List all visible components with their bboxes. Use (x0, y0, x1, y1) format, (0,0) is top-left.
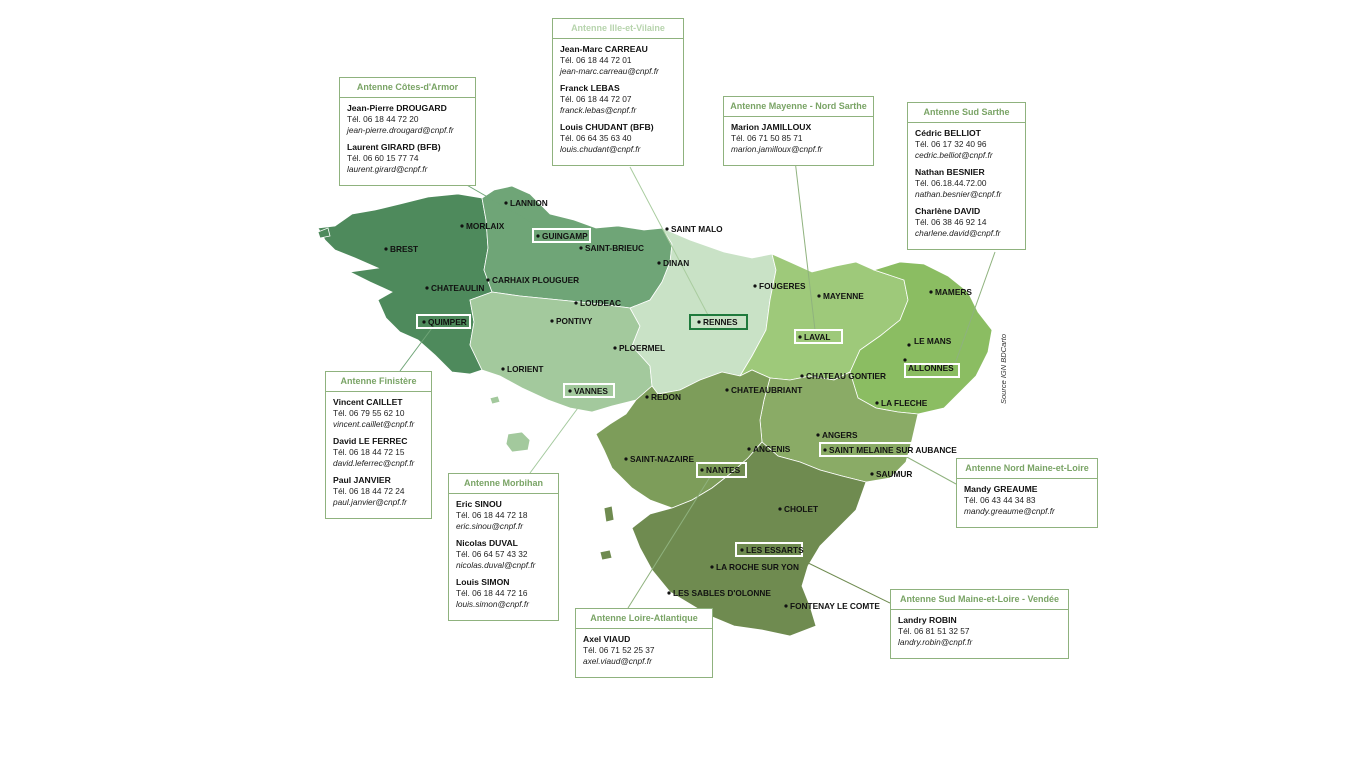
antenna-sud-sarthe (907, 102, 1026, 250)
city-label-brest: BREST (390, 244, 419, 254)
city-label-la-fleche: LA FLECHE (881, 398, 928, 408)
contact-phone: Tél. 06 60 15 77 74 (347, 153, 419, 163)
city-label-mamers: MAMERS (935, 287, 972, 297)
contact-name: Jean-Marc CARREAU (560, 44, 648, 54)
city-label-angers: ANGERS (822, 430, 858, 440)
contact-list (576, 629, 712, 677)
contact-entry (560, 44, 676, 77)
contact-list (724, 117, 873, 165)
city-label-loudeac: LOUDEAC (580, 298, 622, 308)
contact-entry (560, 83, 676, 116)
antenna-mayenne-nord-sarthe (723, 96, 874, 166)
city-label-chateaubriant: CHATEAUBRIANT (731, 385, 803, 395)
city-label-fontenay-le-comte: FONTENAY LE COMTE (790, 601, 880, 611)
city-dot-quimper (422, 320, 425, 323)
antenna-title: Antenne Finistère (326, 372, 431, 392)
contact-email: nicolas.duval@cnpf.fr (456, 560, 536, 570)
contact-entry (915, 167, 1018, 200)
contact-phone: Tél. 06 17 32 40 96 (915, 139, 987, 149)
contact-name: Landry ROBIN (898, 615, 957, 625)
city-label-pontivy: PONTIVY (556, 316, 593, 326)
contact-name: Vincent CAILLET (333, 397, 403, 407)
contact-name: Jean-Pierre DROUGARD (347, 103, 447, 113)
island-yeu (600, 550, 612, 560)
city-dot-lorient (501, 367, 504, 370)
city-dot-la-roche-sur-yon (710, 565, 713, 568)
contact-entry (347, 142, 468, 175)
antenna-ille-vilaine (552, 18, 684, 166)
contact-phone: Tél. 06 79 55 62 10 (333, 408, 405, 418)
contact-entry (333, 397, 424, 430)
city-label-nantes: NANTES (706, 465, 741, 475)
city-dot-chateaubriant (725, 388, 728, 391)
contact-phone: Tél. 06 18 44 72 15 (333, 447, 405, 457)
contact-email: charlene.david@cnpf.fr (915, 228, 1001, 238)
city-dot-chateaulin (425, 286, 428, 289)
city-label-morlaix: MORLAIX (466, 221, 505, 231)
city-label-saumur: SAUMUR (876, 469, 913, 479)
contact-name: Louis CHUDANT (BFB) (560, 122, 654, 132)
contact-phone: Tél. 06 18 44 72 07 (560, 94, 632, 104)
city-dot-les-essarts (740, 548, 743, 551)
contact-entry (964, 484, 1090, 517)
city-dot-saint-malo (665, 227, 668, 230)
contact-phone: Tél. 06 18 44 72 16 (456, 588, 528, 598)
source-note: Source IGN BDCarto (999, 333, 1008, 404)
city-dot-la-fleche (875, 401, 878, 404)
city-label-laval: LAVAL (804, 332, 831, 342)
contact-name: Mandy GREAUME (964, 484, 1038, 494)
antenna-morbihan (448, 473, 559, 621)
contact-name: Paul JANVIER (333, 475, 391, 485)
contact-entry (347, 103, 468, 136)
contact-name: David LE FERREC (333, 436, 408, 446)
city-dot-lannion (504, 201, 507, 204)
city-dot-dinan (657, 261, 660, 264)
antenna-title: Antenne Ille-et-Vilaine (553, 19, 683, 39)
contact-entry (456, 499, 551, 532)
city-label-les-sables-d-olonne: LES SABLES D'OLONNE (673, 588, 771, 598)
city-dot-ploermel (613, 346, 616, 349)
city-label-la-roche-sur-yon: LA ROCHE SUR YON (716, 562, 799, 572)
contact-email: paul.janvier@cnpf.fr (333, 497, 407, 507)
island-belle-ile (506, 432, 530, 452)
contact-phone: Tél. 06 71 52 25 37 (583, 645, 655, 655)
city-dot-saint-melaine-sur-aubance (823, 448, 826, 451)
city-dot-allonnes (903, 358, 906, 361)
city-label-redon: REDON (651, 392, 681, 402)
contact-name: Marion JAMILLOUX (731, 122, 812, 132)
contact-email: louis.simon@cnpf.fr (456, 599, 529, 609)
contact-entry (915, 128, 1018, 161)
city-label-vannes: VANNES (574, 386, 608, 396)
city-dot-angers (816, 433, 819, 436)
contact-name: Nicolas DUVAL (456, 538, 518, 548)
contact-phone: Tél. 06 18 44 72 20 (347, 114, 419, 124)
city-label-saint-melaine-sur-aubance: SAINT MELAINE SUR AUBANCE (829, 445, 957, 455)
contact-email: axel.viaud@cnpf.fr (583, 656, 652, 666)
city-dot-saint-nazaire (624, 457, 627, 460)
antenna-title: Antenne Sud Maine-et-Loire - Vendée (891, 590, 1068, 610)
antenna-cotes-armor (339, 77, 476, 186)
city-dot-mayenne (817, 294, 820, 297)
contact-email: nathan.besnier@cnpf.fr (915, 189, 1002, 199)
city-dot-les-sables-d-olonne (667, 591, 670, 594)
city-label-allonnes: ALLONNES (908, 363, 954, 373)
city-dot-fontenay-le-comte (784, 604, 787, 607)
contact-email: landry.robin@cnpf.fr (898, 637, 973, 647)
contact-email: mandy.greaume@cnpf.fr (964, 506, 1055, 516)
contact-email: franck.lebas@cnpf.fr (560, 105, 637, 115)
island-noirmoutier (604, 506, 614, 522)
city-label-saint-malo: SAINT MALO (671, 224, 723, 234)
antenna-loire-atlantique (575, 608, 713, 678)
antenna-title: Antenne Loire-Atlantique (576, 609, 712, 629)
city-label-lannion: LANNION (510, 198, 548, 208)
city-label-quimper: QUIMPER (428, 317, 467, 327)
city-label-le-mans: LE MANS (914, 336, 952, 346)
contact-entry (333, 436, 424, 469)
city-dot-carhaix-plouguer (486, 278, 489, 281)
antenna-title: Antenne Morbihan (449, 474, 558, 494)
city-dot-guingamp (536, 234, 539, 237)
contact-entry (456, 538, 551, 571)
contact-phone: Tél. 06 18 44 72 01 (560, 55, 632, 65)
contact-email: marion.jamilloux@cnpf.fr (731, 144, 823, 154)
island-groix (490, 396, 500, 404)
city-dot-nantes (700, 468, 703, 471)
city-label-guingamp: GUINGAMP (542, 231, 588, 241)
contact-entry (333, 475, 424, 508)
city-dot-le-mans (907, 343, 910, 346)
city-dot-fougeres (753, 284, 756, 287)
contact-email: vincent.caillet@cnpf.fr (333, 419, 415, 429)
contact-email: david.leferrec@cnpf.fr (333, 458, 415, 468)
contact-name: Cédric BELLIOT (915, 128, 981, 138)
contact-phone: Tél. 06.18.44.72.00 (915, 178, 987, 188)
city-dot-redon (645, 395, 648, 398)
city-dot-loudeac (574, 301, 577, 304)
contact-list (340, 98, 475, 185)
city-dot-mamers (929, 290, 932, 293)
city-label-mayenne: MAYENNE (823, 291, 864, 301)
contact-phone: Tél. 06 18 44 72 18 (456, 510, 528, 520)
contact-name: Eric SINOU (456, 499, 502, 509)
contact-list (908, 123, 1025, 249)
city-dot-cholet (778, 507, 781, 510)
contact-email: louis.chudant@cnpf.fr (560, 144, 641, 154)
antenna-title: Antenne Mayenne - Nord Sarthe (724, 97, 873, 117)
city-label-carhaix-plouguer: CARHAIX PLOUGUER (492, 275, 580, 285)
city-label-cholet: CHOLET (784, 504, 819, 514)
city-label-les-essarts: LES ESSARTS (746, 545, 804, 555)
contact-phone: Tél. 06 38 46 92 14 (915, 217, 987, 227)
contact-email: cedric.belliot@cnpf.fr (915, 150, 993, 160)
antenna-finistere (325, 371, 432, 519)
city-dot-vannes (568, 389, 571, 392)
leader-line-sud-maine-loire-vendee (796, 557, 890, 603)
city-label-lorient: LORIENT (507, 364, 544, 374)
contact-entry (456, 577, 551, 610)
city-label-rennes: RENNES (703, 317, 738, 327)
antenna-title: Antenne Sud Sarthe (908, 103, 1025, 123)
city-label-chateau-gontier: CHATEAU GONTIER (806, 371, 887, 381)
contact-name: Laurent GIRARD (BFB) (347, 142, 441, 152)
city-label-saint-nazaire: SAINT-NAZAIRE (630, 454, 695, 464)
contact-name: Louis SIMON (456, 577, 510, 587)
contact-name: Axel VIAUD (583, 634, 631, 644)
city-label-saint-brieuc: SAINT-BRIEUC (585, 243, 645, 253)
city-dot-saumur (870, 472, 873, 475)
contact-email: jean-pierre.drougard@cnpf.fr (347, 125, 454, 135)
contact-phone: Tél. 06 64 35 63 40 (560, 133, 632, 143)
contact-email: laurent.girard@cnpf.fr (347, 164, 428, 174)
contact-entry (915, 206, 1018, 239)
contact-name: Nathan BESNIER (915, 167, 985, 177)
contact-entry (731, 122, 866, 155)
contact-entry (560, 122, 676, 155)
city-dot-morlaix (460, 224, 463, 227)
city-label-dinan: DINAN (663, 258, 690, 268)
contact-phone: Tél. 06 18 44 72 24 (333, 486, 405, 496)
contact-list (891, 610, 1068, 658)
contact-phone: Tél. 06 81 51 32 57 (898, 626, 970, 636)
contact-email: eric.sinou@cnpf.fr (456, 521, 523, 531)
contact-phone: Tél. 06 43 44 34 83 (964, 495, 1036, 505)
antenna-nord-maine-loire (956, 458, 1098, 528)
contact-list (957, 479, 1097, 527)
city-label-fougeres: FOUGERES (759, 281, 806, 291)
city-dot-saint-brieuc (579, 246, 582, 249)
leader-line-morbihan (530, 397, 586, 473)
contact-name: Franck LEBAS (560, 83, 620, 93)
city-dot-ancenis (747, 447, 750, 450)
city-dot-laval (798, 335, 801, 338)
city-dot-chateau-gontier (800, 374, 803, 377)
contact-entry (583, 634, 705, 667)
contact-name: Charlène DAVID (915, 206, 981, 216)
contact-entry (898, 615, 1061, 648)
contact-phone: Tél. 06 64 57 43 32 (456, 549, 528, 559)
city-label-ancenis: ANCENIS (753, 444, 791, 454)
contact-list (449, 494, 558, 620)
city-dot-rennes (697, 320, 700, 323)
city-label-chateaulin: CHATEAULIN (431, 283, 485, 293)
contact-list (326, 392, 431, 518)
antenna-title: Antenne Nord Maine-et-Loire (957, 459, 1097, 479)
city-dot-brest (384, 247, 387, 250)
leader-line-nord-maine-loire (905, 456, 956, 484)
contact-email: jean-marc.carreau@cnpf.fr (560, 66, 659, 76)
antenna-sud-maine-loire-vendee (890, 589, 1069, 659)
antenna-title: Antenne Côtes-d'Armor (340, 78, 475, 98)
contact-list (553, 39, 683, 165)
contact-phone: Tél. 06 71 50 85 71 (731, 133, 803, 143)
city-label-ploermel: PLOERMEL (619, 343, 666, 353)
city-dot-pontivy (550, 319, 553, 322)
